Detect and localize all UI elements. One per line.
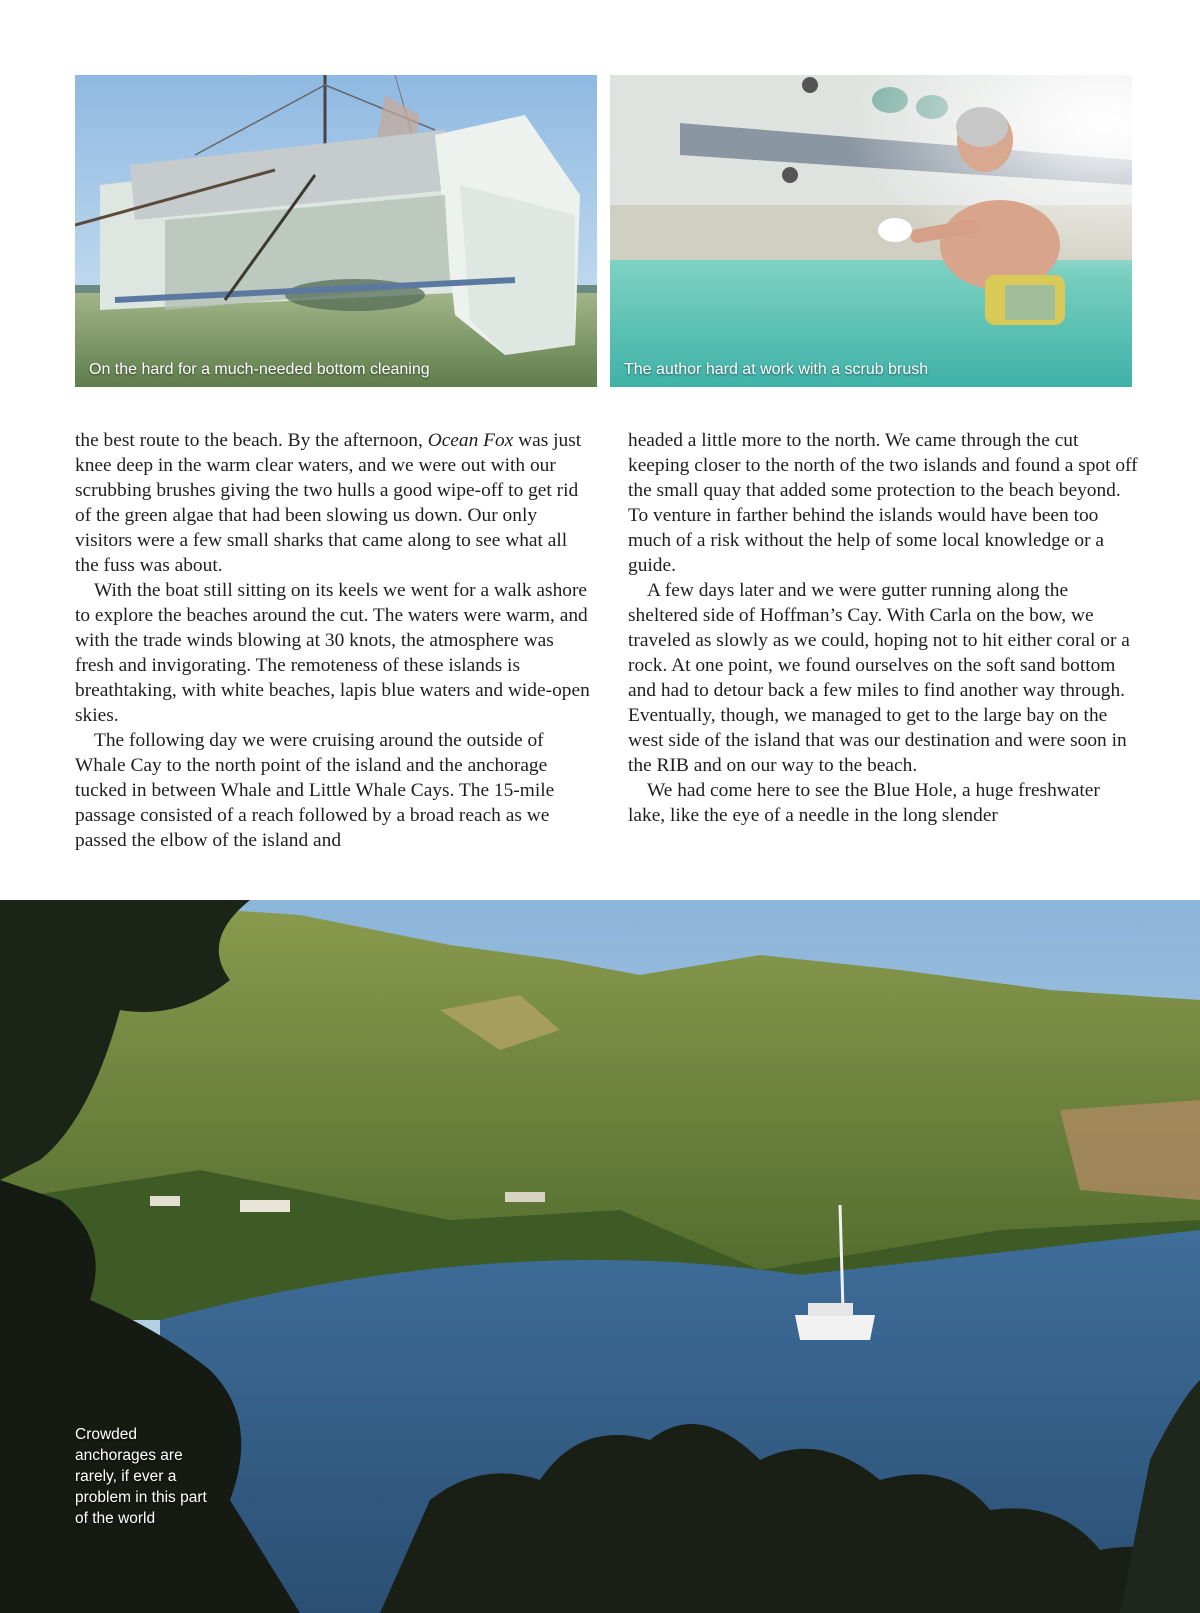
catamaran-photo (75, 75, 597, 387)
paragraph (75, 428, 595, 578)
paragraph-text: was just knee deep in the warm clear waters, and we were out with our scrubbing brushes giving the two hulls a good wipe-off to get rid of the green algae that had been slowing us down. Our only visitors were a few small sharks that came along to see what all the fuss was about. (75, 430, 582, 576)
paragraph-text: the best route to the beach. By the afternoon, (75, 430, 428, 451)
catamaran-caption: On the hard for a much-needed bottom cleaning (89, 361, 430, 378)
author-caption: The author hard at work with a scrub brush (624, 361, 929, 378)
hull-scrubbing-icon (610, 75, 1132, 387)
bay-photo (0, 900, 1200, 1613)
article-column-left (75, 428, 595, 853)
paragraph: headed a little more to the north. We came through the cut keeping closer to the north of the two islands and found a spot off the small quay that added some protection to the beach beyond. To venture in farther behind the islands would have been too much of a risk without the help of some local knowledge or a guide. (628, 430, 1138, 576)
paragraph: A few days later and we were gutter running along the sheltered side of Hoffman’s Cay. With Carla on the bow, we traveled as slowly as we could, hoping not to hit either coral or a rock. At one point, we found ourselves on the soft sand bottom and had to detour back a few miles to find another way through. Eventually, though, we managed to get to the large bay on the west side of the island that was our destination and were soon in the RIB and on our way to the beach. (628, 580, 1130, 776)
paragraph: With the boat still sitting on its keels we went for a walk ashore to explore the beaches around the cut. The waters were warm, and with the trade winds blowing at 30 knots, the atmosphere was fresh and invigorating. The remoteness of these islands is breathtaking, with white beaches, lapis blue waters and wide-open skies. (75, 580, 590, 726)
author-photo (610, 75, 1132, 387)
article-column-right (628, 428, 1138, 828)
paragraph: The following day we were cruising around the outside of Whale Cay to the north point of the island and the anchorage tucked in between Whale and Little Whale Cays. The 15-mile passage consisted of a reach followed by a broad reach as we passed the elbow of the island and (75, 730, 555, 851)
paragraph: We had come here to see the Blue Hole, a huge freshwater lake, like the eye of a needle in the long slender (628, 780, 1100, 826)
catamaran-beached-icon (75, 75, 597, 387)
boat-name: Ocean Fox (427, 430, 514, 451)
bay-caption: Crowded anchorages are rarely, if ever a problem in this part of the world (75, 1426, 207, 1527)
